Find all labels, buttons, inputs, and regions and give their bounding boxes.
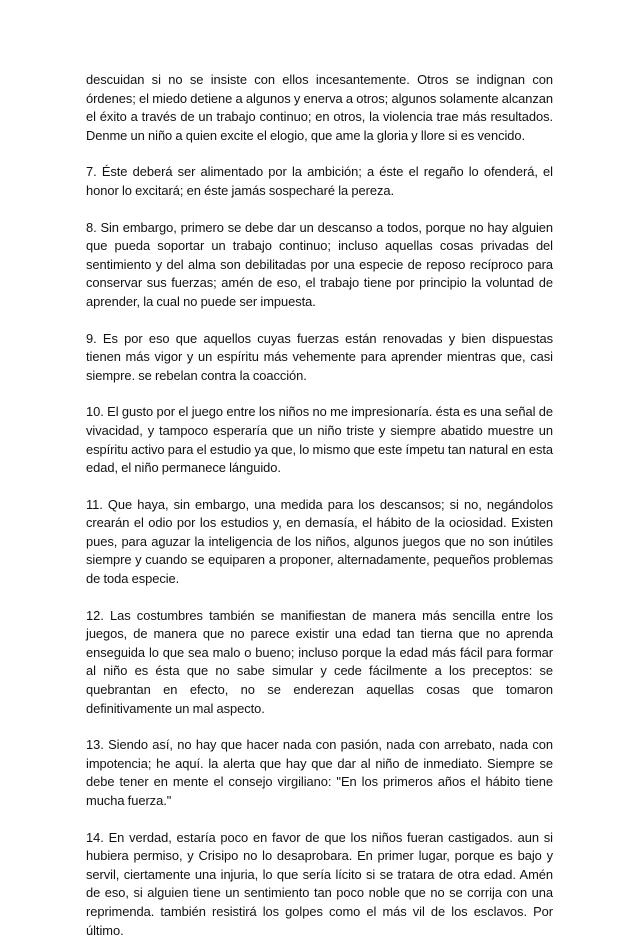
paragraph-12: 12. Las costumbres también se manifiestan de manera más sencilla entre los juegos, de manera que no parece existir una edad tan tierna que no aprenda enseguida lo que sea malo o bueno; incluso porque la edad más fácil para formar al niño es ésta que no sabe simular y cede fácilmente a los preceptos: se quebrantan en efecto, no se enderezan aquellas cosas que tomaron definitivamente un mal aspecto. [86,607,553,716]
paragraph-14: 14. En verdad, estaría poco en favor de que los niños fueran castigados. aun si hubiera permiso, y Crisipo no lo desaprobara. En primer lugar, porque es bajo y servil, ciertamente una injuria, lo que sería lícito si se tratara de otra edad. Amén de eso, si alguien tiene un sentimiento tan poco noble que no se corrija con una reprimenda. también resistirá los golpes como el más vil de los esclavos. Por último. [86,829,553,938]
paragraph-11: 11. Que haya, sin embargo, una medida para los descansos; si no, negándolos crearán el odio por los estudios y, en demasía, el hábito de la ociosidad. Existen pues, para aguzar la inteligencia de los niños, algunos juegos que no son inútiles siempre y cuando se equiparen a proponer, alternadamente, pequeños problemas de toda especie. [86,496,553,587]
paragraph-10: 10. El gusto por el juego entre los niños no me impresionaría. ésta es una señal de vivacidad, y tampoco esperaría que un niño triste y siempre abatido muestre un espíritu activo para el estudio ya que, lo mismo que este ímpetu tan natural en esta edad, el niño permanece lánguido. [86,404,553,476]
paragraph-13: 13. Siendo así, no hay que hacer nada con pasión, nada con arrebato, nada con impotencia; he aquí. la alerta que hay que dar al niño de inmediato. Siempre se debe tener en mente el consejo virgiliano: "En los primeros años el hábito tiene mucha fuerza." [86,737,553,808]
paragraph-continuation: descuidan si no se insiste con ellos incesantemente. Otros se indignan con órdenes; el miedo detiene a algunos y enerva a otros; algunos solamente alcanzan el éxito a través de un trabajo continuo; en otros, la violencia trae más resultados. Denme un niño a quien excite el elogio, que ame la gloria y llore si es vencido. [86,72,553,143]
paragraph-8: 8. Sin embargo, primero se debe dar un descanso a todos, porque no hay alguien que pueda soportar un trabajo continuo; incluso aquellas cosas privadas del sentimiento y del alma son debilitadas por una especie de reposo recíproco para conservar sus fuerzas; amén de eso, el trabajo tiene por principio la voluntad de aprender, la cual no puede ser impuesta. [86,219,553,309]
paragraph-7: 7. Éste deberá ser alimentado por la ambición; a éste el regaño lo ofenderá, el honor lo excitará; en éste jamás sospecharé la pereza. [86,164,553,198]
paragraph-9: 9. Es por eso que aquellos cuyas fuerzas están renovadas y bien dispuestas tienen más vigor y un espíritu más vehemente para aprender mientras que, casi siempre. se rebelan contra la coacción. [86,330,553,383]
